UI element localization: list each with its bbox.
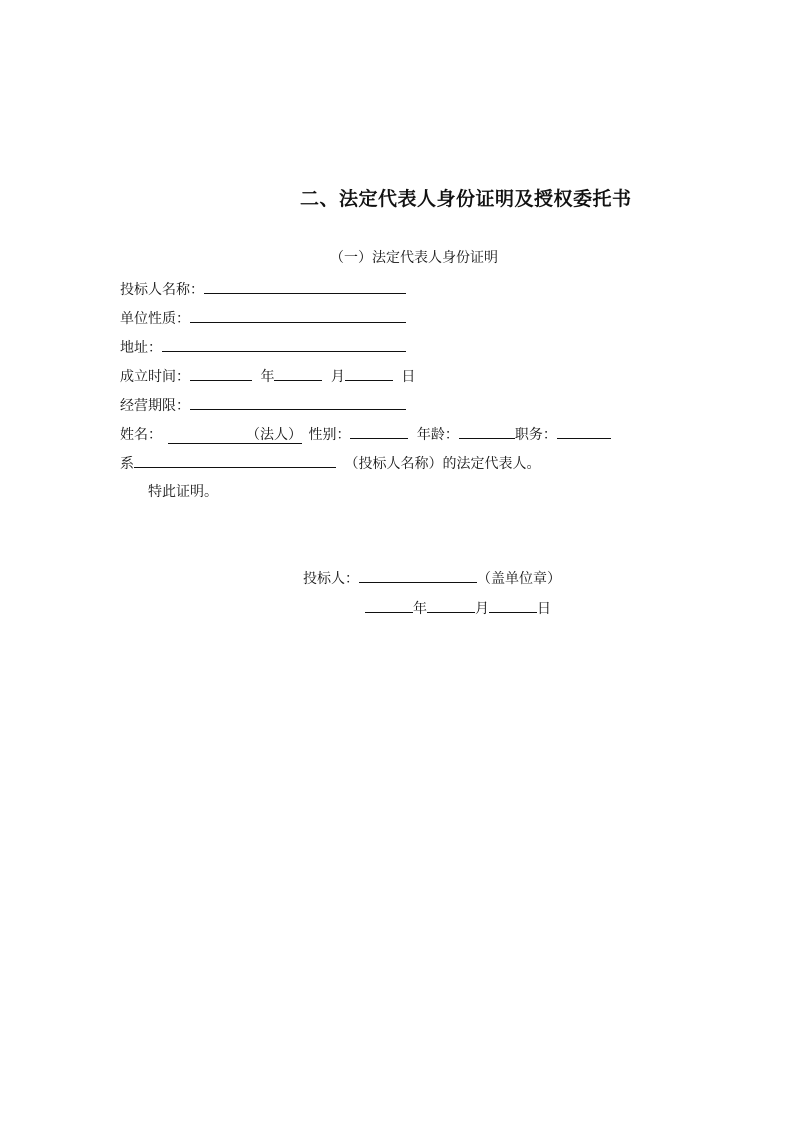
signature-bidder-label: 投标人： [303,571,359,587]
business-term-label: 经营期限： [120,398,190,414]
established-day-field[interactable] [345,365,393,381]
unit-nature-field[interactable] [190,307,406,323]
address-field[interactable] [162,336,406,352]
relation-bidder-field[interactable] [134,452,336,468]
address-label: 地址： [120,340,162,356]
bidder-name-field[interactable] [204,278,406,294]
established-month-field[interactable] [274,365,322,381]
hereby-certify: 特此证明。 [148,484,218,500]
relation-suffix: （投标人名称）的法定代表人。 [344,456,541,472]
business-term-field[interactable] [190,394,406,410]
signature-bidder-row [303,567,561,588]
established-year-field[interactable] [190,365,252,381]
gender-field[interactable] [350,423,408,439]
relation-row [120,452,540,473]
legal-rep-row [120,423,611,444]
seal-note: （盖单位章） [477,571,561,587]
legal-rep-name-field[interactable] [168,428,302,444]
gender-label: 性别： [308,427,351,443]
bidder-name-label: 投标人名称： [120,282,204,298]
signature-year-field[interactable] [365,597,413,613]
page-title: 二、法定代表人身份证明及授权委托书 [300,188,632,210]
signature-month-field[interactable] [427,597,475,613]
unit-nature-label: 单位性质： [120,311,190,327]
bidder-name-row [120,278,406,299]
signature-day-label: 日 [537,601,551,617]
established-year-label: 年 [260,369,275,385]
established-day-label: 日 [401,369,416,385]
age-label: 年龄： [416,427,459,443]
legal-person-note: （法人） [246,427,302,443]
address-row [120,336,406,357]
established-month-label: 月 [330,369,345,385]
business-term-row [120,394,406,415]
unit-nature-row [120,307,406,328]
established-label: 成立时间： [120,369,190,385]
signature-month-label: 月 [475,601,489,617]
section-title: （一）法定代表人身份证明 [330,250,498,266]
name-label: 姓名： [120,427,162,443]
signature-day-field[interactable] [489,597,537,613]
position-field[interactable] [557,423,611,439]
signature-year-label: 年 [413,601,427,617]
established-row [120,365,415,386]
signature-date-row [365,597,551,618]
relation-prefix: 系 [120,456,134,472]
position-label: 职务： [514,427,557,443]
age-field[interactable] [459,423,515,439]
signature-bidder-field[interactable] [359,567,477,583]
